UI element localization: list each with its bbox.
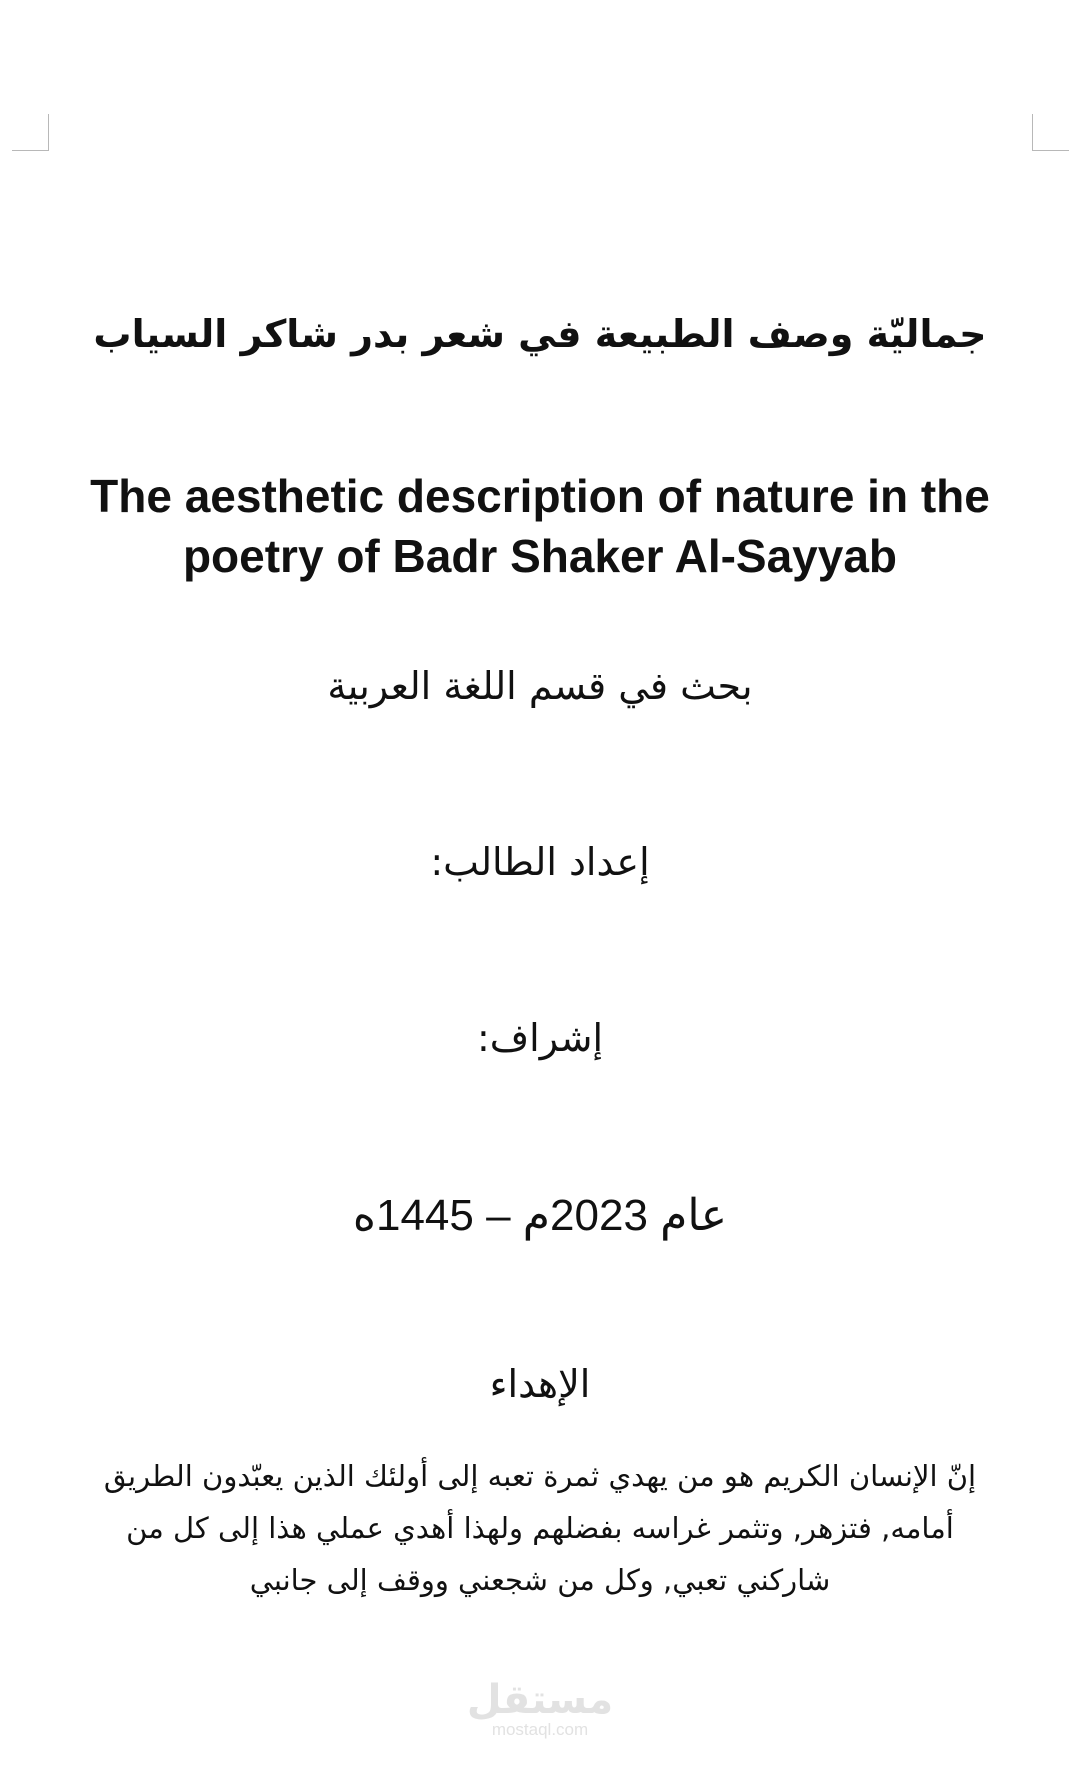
prepared-by-label: إعداد الطالب: [430, 840, 650, 884]
arabic-title: جماليّة وصف الطبيعة في شعر بدر شاكر السياب [93, 312, 987, 356]
page-corner-mark-left [12, 114, 49, 151]
supervision-label: إشراف: [476, 1016, 604, 1060]
watermark-logo: مستقل [466, 1677, 614, 1723]
watermark-domain: mostaql.com [491, 1720, 589, 1739]
dedication-line: شاركني تعبي, وكل من شجعني ووقف إلى جانبي [249, 1563, 831, 1597]
dedication-line: إنّ الإنسان الكريم هو من يهدي ثمرة تعبه إلى أولئك الذين يعبّدون الطريق [103, 1459, 977, 1493]
dedication-line: أمامه, فتزهر, وتثمر غراسه بفضلهم ولهذا أهدي عملي هذا إلى كل من [126, 1511, 954, 1545]
department-line: بحث في قسم اللغة العربية [327, 664, 753, 708]
year-line: عام 2023م – 1445ه [352, 1191, 728, 1240]
page-corner-mark-right [1032, 114, 1069, 151]
dedication-heading: الإهداء [489, 1362, 591, 1406]
dedication-paragraph [50, 1450, 1030, 1606]
mostaql-watermark [430, 1677, 650, 1740]
english-title: The aesthetic description of nature in the poetry of Badr Shaker Al-Sayyab [90, 470, 990, 582]
